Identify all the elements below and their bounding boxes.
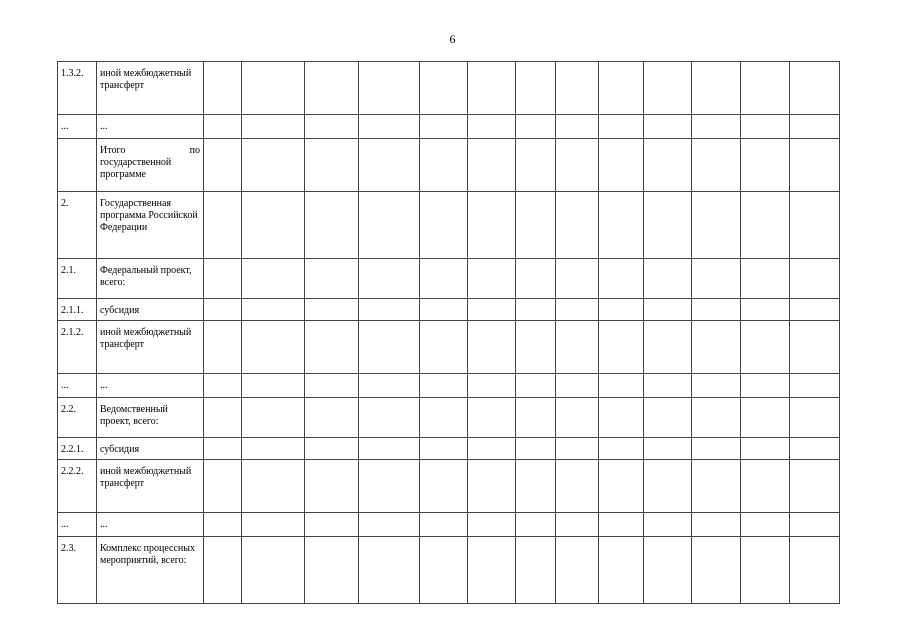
empty-value-cell — [242, 139, 305, 192]
empty-value-cell — [790, 139, 840, 192]
empty-value-cell — [790, 321, 840, 374]
empty-value-cell — [359, 259, 420, 299]
empty-value-cell — [468, 513, 516, 537]
table-row — [58, 321, 840, 374]
empty-value-cell — [790, 192, 840, 259]
row-name-cell: Федеральный проект, всего: — [97, 259, 204, 299]
empty-value-cell — [359, 62, 420, 115]
empty-value-cell — [556, 62, 599, 115]
empty-value-cell — [692, 299, 741, 321]
row-number-cell: ... — [58, 115, 97, 139]
empty-value-cell — [790, 537, 840, 604]
empty-value-cell — [644, 460, 692, 513]
empty-value-cell — [305, 321, 359, 374]
empty-value-cell — [420, 299, 468, 321]
empty-value-cell — [204, 398, 242, 438]
empty-value-cell — [556, 192, 599, 259]
table-row — [58, 299, 840, 321]
empty-value-cell — [305, 438, 359, 460]
empty-value-cell — [692, 460, 741, 513]
empty-value-cell — [516, 374, 556, 398]
empty-value-cell — [556, 259, 599, 299]
empty-value-cell — [359, 192, 420, 259]
row-number-cell: 1.3.2. — [58, 62, 97, 115]
empty-value-cell — [516, 321, 556, 374]
row-name-cell: иной межбюджетный трансферт — [97, 321, 204, 374]
empty-value-cell — [599, 259, 644, 299]
empty-value-cell — [468, 460, 516, 513]
empty-value-cell — [790, 259, 840, 299]
empty-value-cell — [556, 438, 599, 460]
empty-value-cell — [305, 259, 359, 299]
empty-value-cell — [790, 115, 840, 139]
empty-value-cell — [599, 192, 644, 259]
empty-value-cell — [556, 321, 599, 374]
empty-value-cell — [468, 62, 516, 115]
empty-value-cell — [790, 438, 840, 460]
empty-value-cell — [420, 513, 468, 537]
empty-value-cell — [359, 139, 420, 192]
empty-value-cell — [420, 460, 468, 513]
table-row — [58, 374, 840, 398]
table-row — [58, 192, 840, 259]
empty-value-cell — [644, 62, 692, 115]
empty-value-cell — [242, 398, 305, 438]
empty-value-cell — [204, 321, 242, 374]
empty-value-cell — [420, 321, 468, 374]
empty-value-cell — [790, 62, 840, 115]
row-name-cell: иной межбюджетный трансферт — [97, 460, 204, 513]
empty-value-cell — [359, 513, 420, 537]
empty-value-cell — [305, 513, 359, 537]
empty-value-cell — [644, 192, 692, 259]
empty-value-cell — [741, 299, 790, 321]
empty-value-cell — [556, 115, 599, 139]
empty-value-cell — [790, 374, 840, 398]
empty-value-cell — [692, 438, 741, 460]
row-number-cell: 2.1. — [58, 259, 97, 299]
empty-value-cell — [359, 460, 420, 513]
empty-value-cell — [305, 192, 359, 259]
empty-value-cell — [468, 115, 516, 139]
empty-value-cell — [204, 259, 242, 299]
empty-value-cell — [692, 192, 741, 259]
empty-value-cell — [420, 398, 468, 438]
empty-value-cell — [305, 115, 359, 139]
empty-value-cell — [741, 321, 790, 374]
row-number-cell: ... — [58, 374, 97, 398]
empty-value-cell — [204, 139, 242, 192]
empty-value-cell — [741, 438, 790, 460]
empty-value-cell — [790, 299, 840, 321]
empty-value-cell — [644, 259, 692, 299]
table-row — [58, 259, 840, 299]
empty-value-cell — [359, 321, 420, 374]
empty-value-cell — [741, 374, 790, 398]
empty-value-cell — [242, 299, 305, 321]
table-row — [58, 460, 840, 513]
table-row — [58, 513, 840, 537]
empty-value-cell — [692, 115, 741, 139]
empty-value-cell — [204, 513, 242, 537]
empty-value-cell — [556, 537, 599, 604]
empty-value-cell — [556, 139, 599, 192]
empty-value-cell — [516, 537, 556, 604]
empty-value-cell — [305, 398, 359, 438]
empty-value-cell — [204, 299, 242, 321]
empty-value-cell — [599, 374, 644, 398]
row-number-cell: 2.2.2. — [58, 460, 97, 513]
empty-value-cell — [468, 259, 516, 299]
empty-value-cell — [556, 299, 599, 321]
row-name-cell: субсидия — [97, 438, 204, 460]
empty-value-cell — [644, 139, 692, 192]
table-row — [58, 537, 840, 604]
table-row — [58, 438, 840, 460]
empty-value-cell — [359, 115, 420, 139]
empty-value-cell — [305, 139, 359, 192]
empty-value-cell — [599, 398, 644, 438]
empty-value-cell — [556, 460, 599, 513]
empty-value-cell — [242, 537, 305, 604]
empty-value-cell — [242, 115, 305, 139]
empty-value-cell — [420, 115, 468, 139]
empty-value-cell — [305, 62, 359, 115]
empty-value-cell — [516, 139, 556, 192]
empty-value-cell — [516, 438, 556, 460]
empty-value-cell — [644, 398, 692, 438]
empty-value-cell — [420, 537, 468, 604]
empty-value-cell — [468, 139, 516, 192]
empty-value-cell — [790, 460, 840, 513]
table-row — [58, 115, 840, 139]
empty-value-cell — [305, 537, 359, 604]
empty-value-cell — [204, 537, 242, 604]
empty-value-cell — [516, 299, 556, 321]
empty-value-cell — [420, 62, 468, 115]
empty-value-cell — [420, 192, 468, 259]
empty-value-cell — [242, 438, 305, 460]
row-name-rest: государственной программе — [100, 157, 172, 180]
row-name-cell: ... — [97, 513, 204, 537]
empty-value-cell — [692, 259, 741, 299]
empty-value-cell — [790, 513, 840, 537]
empty-value-cell — [242, 374, 305, 398]
empty-value-cell — [204, 192, 242, 259]
empty-value-cell — [599, 537, 644, 604]
row-name-cell: ... — [97, 374, 204, 398]
empty-value-cell — [468, 299, 516, 321]
empty-value-cell — [516, 460, 556, 513]
row-name-cell: иной межбюджетный трансферт — [97, 62, 204, 115]
empty-value-cell — [468, 438, 516, 460]
empty-value-cell — [204, 115, 242, 139]
empty-value-cell — [516, 115, 556, 139]
empty-value-cell — [556, 374, 599, 398]
empty-value-cell — [599, 438, 644, 460]
empty-value-cell — [692, 537, 741, 604]
empty-value-cell — [468, 192, 516, 259]
empty-value-cell — [242, 192, 305, 259]
empty-value-cell — [599, 513, 644, 537]
empty-value-cell — [516, 259, 556, 299]
empty-value-cell — [516, 398, 556, 438]
empty-value-cell — [516, 62, 556, 115]
empty-value-cell — [242, 62, 305, 115]
empty-value-cell — [599, 139, 644, 192]
row-name-first-line: Итого по — [100, 145, 200, 156]
row-number-cell: 2.3. — [58, 537, 97, 604]
empty-value-cell — [741, 192, 790, 259]
empty-value-cell — [556, 398, 599, 438]
row-name-cell: Комплекс процессных мероприятий, всего: — [97, 537, 204, 604]
row-number-cell: 2.2.1. — [58, 438, 97, 460]
empty-value-cell — [599, 62, 644, 115]
empty-value-cell — [741, 139, 790, 192]
empty-value-cell — [468, 374, 516, 398]
budget-table — [57, 61, 840, 604]
empty-value-cell — [468, 398, 516, 438]
empty-value-cell — [516, 513, 556, 537]
empty-value-cell — [516, 192, 556, 259]
table-row — [58, 398, 840, 438]
empty-value-cell — [359, 438, 420, 460]
empty-value-cell — [599, 115, 644, 139]
empty-value-cell — [741, 398, 790, 438]
empty-value-cell — [305, 460, 359, 513]
row-number-cell: 2. — [58, 192, 97, 259]
empty-value-cell — [468, 537, 516, 604]
empty-value-cell — [359, 537, 420, 604]
empty-value-cell — [644, 299, 692, 321]
empty-value-cell — [741, 537, 790, 604]
empty-value-cell — [420, 438, 468, 460]
empty-value-cell — [692, 62, 741, 115]
row-number-cell: 2.1.2. — [58, 321, 97, 374]
empty-value-cell — [599, 299, 644, 321]
empty-value-cell — [741, 513, 790, 537]
empty-value-cell — [790, 398, 840, 438]
empty-value-cell — [741, 460, 790, 513]
empty-value-cell — [644, 115, 692, 139]
empty-value-cell — [420, 139, 468, 192]
empty-value-cell — [644, 513, 692, 537]
empty-value-cell — [242, 321, 305, 374]
empty-value-cell — [644, 438, 692, 460]
empty-value-cell — [242, 513, 305, 537]
row-number-cell — [58, 139, 97, 192]
row-number-cell: 2.1.1. — [58, 299, 97, 321]
empty-value-cell — [644, 374, 692, 398]
row-number-cell: ... — [58, 513, 97, 537]
empty-value-cell — [599, 460, 644, 513]
empty-value-cell — [204, 374, 242, 398]
table-row — [58, 139, 840, 192]
empty-value-cell — [692, 139, 741, 192]
empty-value-cell — [644, 321, 692, 374]
row-name-cell — [97, 139, 204, 192]
empty-value-cell — [204, 460, 242, 513]
row-name-cell: Ведомственный проект, всего: — [97, 398, 204, 438]
row-name-cell: субсидия — [97, 299, 204, 321]
empty-value-cell — [741, 115, 790, 139]
empty-value-cell — [556, 513, 599, 537]
empty-value-cell — [741, 259, 790, 299]
empty-value-cell — [468, 321, 516, 374]
empty-value-cell — [204, 62, 242, 115]
empty-value-cell — [242, 460, 305, 513]
empty-value-cell — [692, 398, 741, 438]
empty-value-cell — [204, 438, 242, 460]
empty-value-cell — [305, 299, 359, 321]
page-number: 6 — [449, 32, 456, 46]
empty-value-cell — [420, 259, 468, 299]
empty-value-cell — [692, 321, 741, 374]
empty-value-cell — [741, 62, 790, 115]
row-name-cell: Государственная программа Российской Федерации — [97, 192, 204, 259]
table-row — [58, 62, 840, 115]
empty-value-cell — [359, 398, 420, 438]
empty-value-cell — [359, 299, 420, 321]
empty-value-cell — [644, 537, 692, 604]
empty-value-cell — [420, 374, 468, 398]
empty-value-cell — [359, 374, 420, 398]
row-name-cell: ... — [97, 115, 204, 139]
row-number-cell: 2.2. — [58, 398, 97, 438]
empty-value-cell — [242, 259, 305, 299]
empty-value-cell — [692, 374, 741, 398]
empty-value-cell — [305, 374, 359, 398]
empty-value-cell — [692, 513, 741, 537]
empty-value-cell — [599, 321, 644, 374]
